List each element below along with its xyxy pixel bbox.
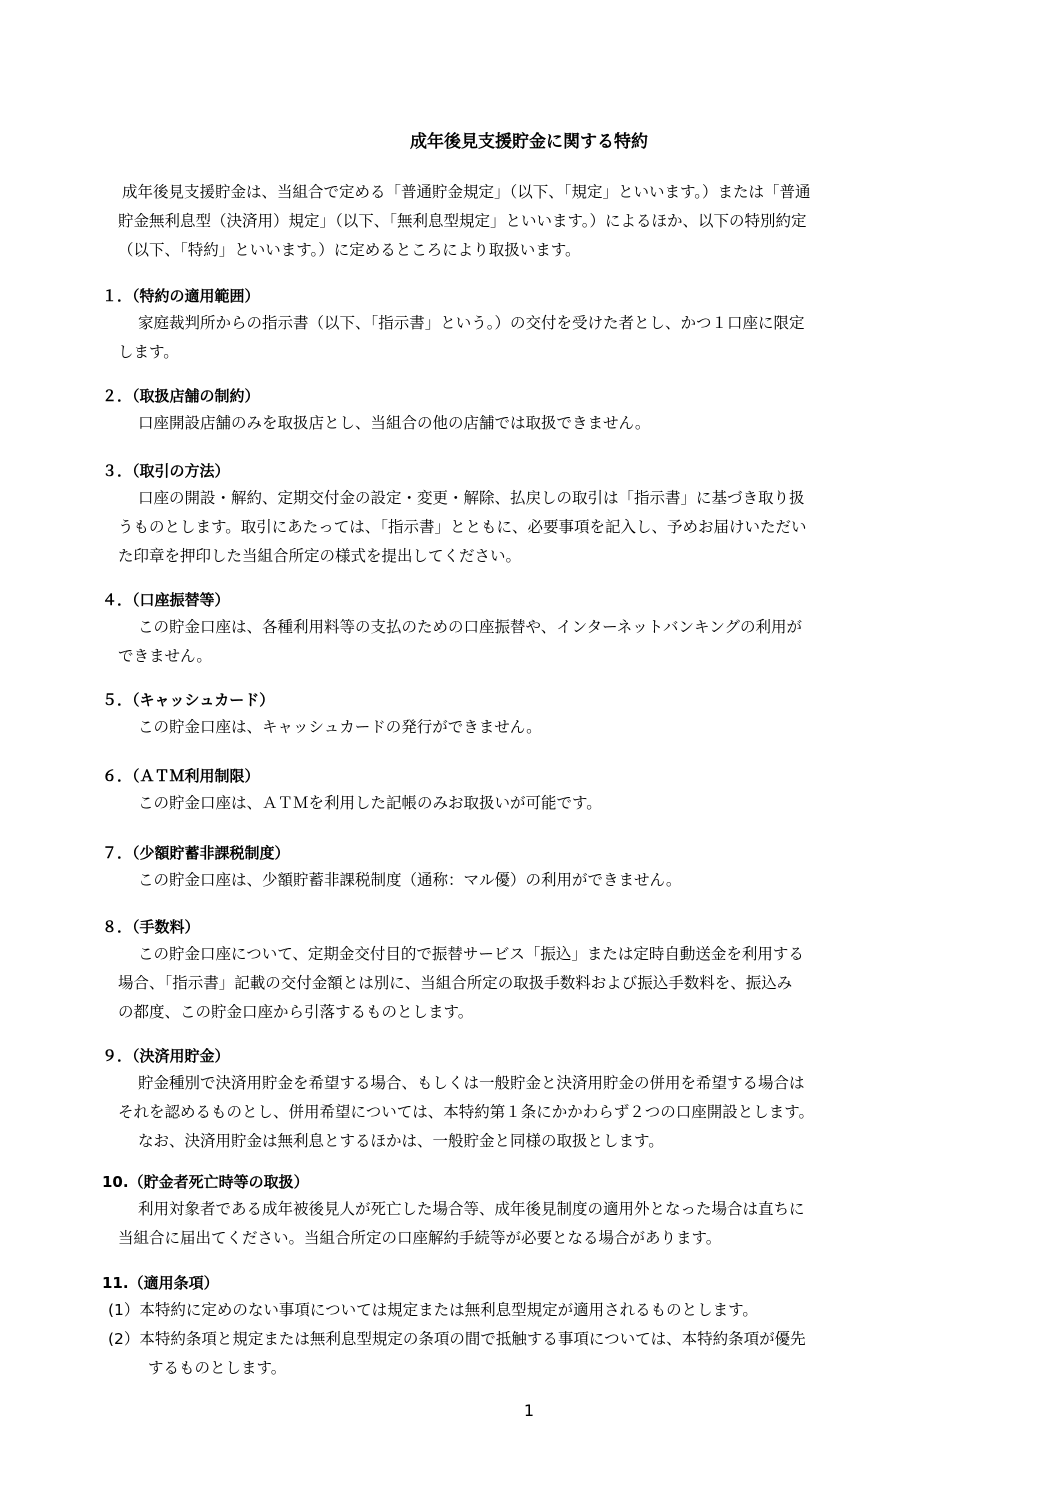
section-11 <box>102 1270 972 1383</box>
section-heading: １．（特約の適用範囲） <box>102 287 260 305</box>
section-text: この貯金口座は、少額貯蓄非課税制度（通称：マル優）の利用ができません。 <box>138 871 682 889</box>
list-item-continuation: するものとします。 <box>148 1359 287 1377</box>
section-text: それを認めるものとし、併用希望については、本特約第１条にかかわらず２つの口座開設とします。 <box>118 1103 814 1121</box>
section-text: うものとします。取引にあたっては、「指示書」とともに、必要事項を記入し、予めお届けいただい <box>118 518 807 536</box>
intro-paragraph <box>118 178 968 265</box>
section-5 <box>102 687 972 742</box>
section-text: この貯金口座は、各種利用料等の支払のための口座振替や、インターネットバンキングの利用が <box>138 618 803 636</box>
section-6 <box>102 763 972 818</box>
section-8 <box>102 914 972 1027</box>
section-2 <box>102 383 972 438</box>
section-text: 利用対象者である成年被後見人が死亡した場合等、成年後見制度の適用外となった場合は直ちに <box>138 1200 805 1218</box>
section-heading: ７．（少額貯蓄非課税制度） <box>102 844 290 862</box>
section-heading: ３．（取引の方法） <box>102 462 230 480</box>
section-3 <box>102 458 972 571</box>
section-heading: ８．（手数料） <box>102 918 200 936</box>
section-heading: ４．（口座振替等） <box>102 591 230 609</box>
section-text: この貯金口座は、ＡＴＭを利用した記帳のみお取扱いが可能です。 <box>138 794 602 812</box>
section-text: します。 <box>118 343 179 361</box>
section-heading: 11.（適用条項） <box>102 1274 219 1292</box>
section-heading: ６．（ＡＴＭ利用制限） <box>102 767 260 785</box>
section-9 <box>102 1043 972 1156</box>
page-title: 成年後見支援貯金に関する特約 <box>410 132 648 152</box>
section-text: 家庭裁判所からの指示書（以下、「指示書」という。）の交付を受けた者とし、かつ１口座に限定 <box>138 314 805 332</box>
section-heading: ２．（取扱店舗の制約） <box>102 387 260 405</box>
section-heading: ５．（キャッシュカード） <box>102 691 275 709</box>
section-text: 貯金種別で決済用貯金を希望する場合、もしくは一般貯金と決済用貯金の併用を希望する場合は <box>138 1074 805 1092</box>
section-text: 口座開設店舗のみを取扱店とし、当組合の他の店舗では取扱できません。 <box>138 414 651 432</box>
list-item: (2）本特約条項と規定または無利息型規定の条項の間で抵触する事項については、本特約条項が優先 <box>108 1330 806 1348</box>
section-10 <box>102 1169 972 1253</box>
intro-line: 成年後見支援貯金は、当組合で定める「普通貯金規定」（以下、「規定」といいます。）または「普通 <box>122 183 811 201</box>
section-text: 場合、「指示書」記載の交付金額とは別に、当組合所定の取扱手数料および振込手数料を、振込み <box>118 974 793 992</box>
section-heading: ９．（決済用貯金） <box>102 1047 230 1065</box>
section-text: できません。 <box>118 647 212 665</box>
section-text: なお、決済用貯金は無利息とするほかは、一般貯金と同様の取扱とします。 <box>138 1132 664 1150</box>
section-text: 当組合に届出てください。当組合所定の口座解約手続等が必要となる場合があります。 <box>118 1229 722 1247</box>
section-7 <box>102 840 972 895</box>
section-text: 口座の開設・解約、定期交付金の設定・変更・解除、払戻しの取引は「指示書」に基づき取り扱 <box>138 489 805 507</box>
intro-line: 貯金無利息型（決済用）規定」（以下、「無利息型規定」といいます。）によるほか、以下の特別約定 <box>118 212 807 230</box>
intro-line: （以下、「特約」といいます。）に定めるところにより取扱います。 <box>118 241 581 259</box>
list-item: (1）本特約に定めのない事項については規定または無利息型規定が適用されるものとします。 <box>108 1301 758 1319</box>
page-number: 1 <box>523 1401 535 1420</box>
section-1 <box>102 283 972 367</box>
section-text: た印章を押印した当組合所定の様式を提出してください。 <box>118 547 522 565</box>
section-heading: 10.（貯金者死亡時等の取扱） <box>102 1173 309 1191</box>
section-text: この貯金口座は、キャッシュカードの発行ができません。 <box>138 718 542 736</box>
section-text: の都度、この貯金口座から引落するものとします。 <box>118 1003 474 1021</box>
section-4 <box>102 587 972 671</box>
section-text: この貯金口座について、定期金交付目的で振替サービス「振込」または定時自動送金を利用する <box>138 945 804 963</box>
